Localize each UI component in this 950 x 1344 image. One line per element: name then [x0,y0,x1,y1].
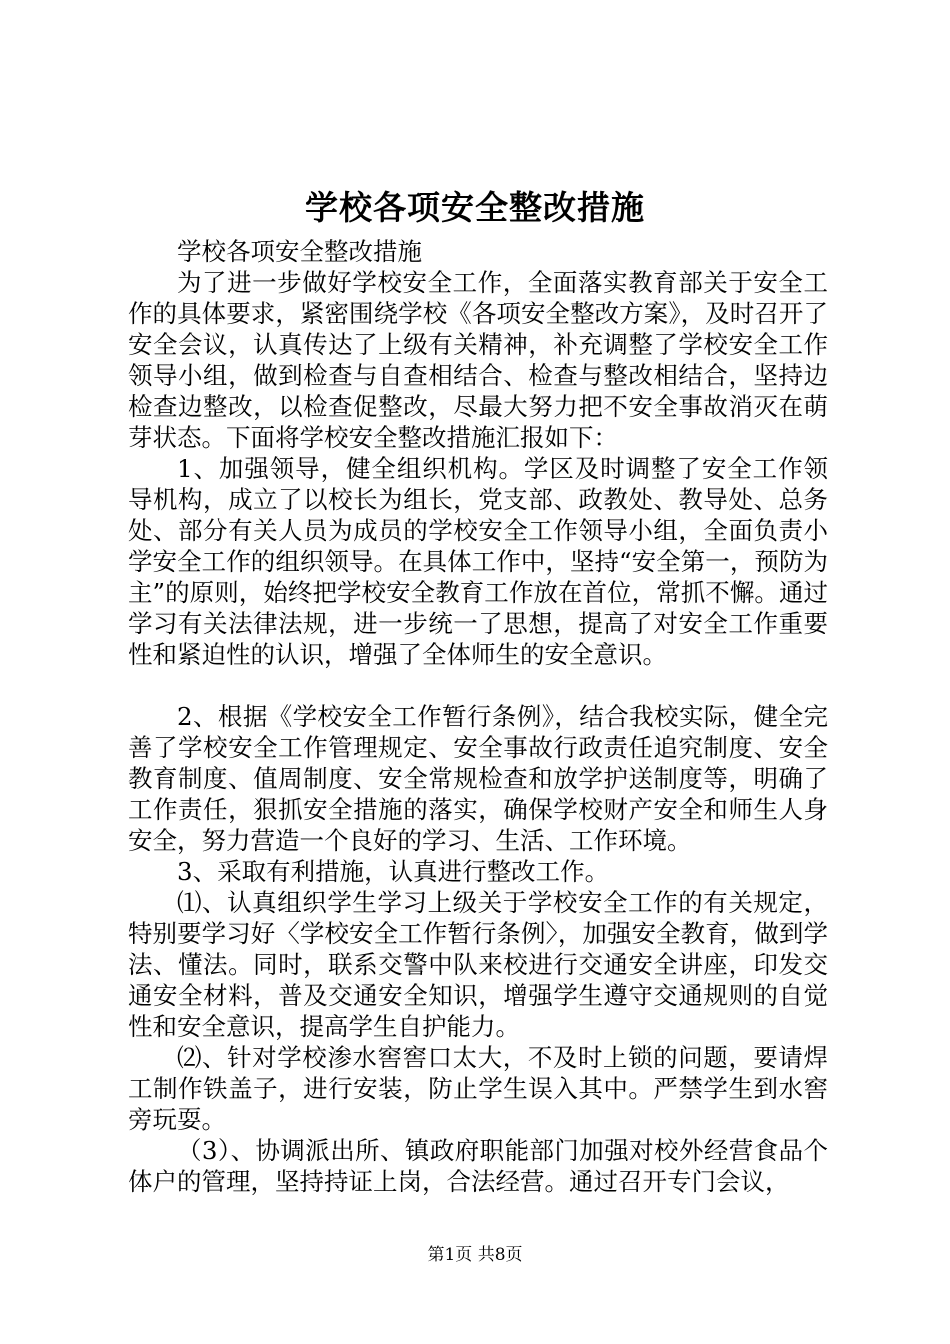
paragraph-spacer [128,670,828,701]
paragraph-subitem-2: ⑵、针对学校渗水窖窖口太大，不及时上锁的问题，要请焊工制作铁盖子，进行安装，防止学生误入其中。严禁学生到水窖旁玩耍。 [128,1043,828,1134]
document-body [128,236,828,1197]
paragraph-subitem-1: ⑴、认真组织学生学习上级关于学校安全工作的有关规定，特别要学习好〈学校安全工作暂行条例〉，加强安全教育，做到学法、懂法。同时，联系交警中队来校进行交通安全讲座，印发交通安全材料，普及交通安全知识，增强学生遵守交通规则的自觉性和安全意识，提高学生自护能力。 [128,888,828,1041]
document-title: 学校各项安全整改措施 [305,188,645,227]
paragraph-item-2: 2、根据《学校安全工作暂行条例》，结合我校实际，健全完善了学校安全工作管理规定、安全事故行政责任追究制度、安全教育制度、值周制度、安全常规检查和放学护送制度等，明确了工作责任，狠抓安全措施的落实，确保学校财产安全和师生人身安全，努力营造一个良好的学习、生活、工作环境。 [128,702,828,855]
paragraph-intro: 为了进一步做好学校安全工作，全面落实教育部关于安全工作的具体要求，紧密围绕学校《各项安全整改方案》，及时召开了安全会议，认真传达了上级有关精神，补充调整了学校安全工作领导小组，做到检查与自查相结合、检查与整改相结合，坚持边检查边整改，以检查促整改，尽最大努力把不安全事故消灭在萌芽状态。下面将学校安全整改措施汇报如下： [128,268,828,452]
paragraph-item-3: 3、采取有利措施，认真进行整改工作。 [177,857,610,886]
paragraph-subitem-3: （3）、协调派出所、镇政府职能部门加强对校外经营食品个体户的管理，坚持持证上岗，合法经营。通过召开专门会议， [128,1136,828,1196]
paragraph-item-1: 1、加强领导，健全组织机构。学区及时调整了安全工作领导机构，成立了以校长为组长，党支部、政教处、教导处、总务处、部分有关人员为成员的学校安全工作领导小组，全面负责小学安全工作的组织领导。在具体工作中，坚持“安全第一，预防为主”的原则，始终把学校安全教育工作放在首位，常抓不懈。通过学习有关法律法规，进一步统一了思想，提高了对安全工作重要性和紧迫性的认识，增强了全体师生的安全意识。 [128,454,828,669]
paragraph-subtitle: 学校各项安全整改措施 [177,237,422,266]
page-footer: 第1页 共8页 [427,1245,523,1265]
